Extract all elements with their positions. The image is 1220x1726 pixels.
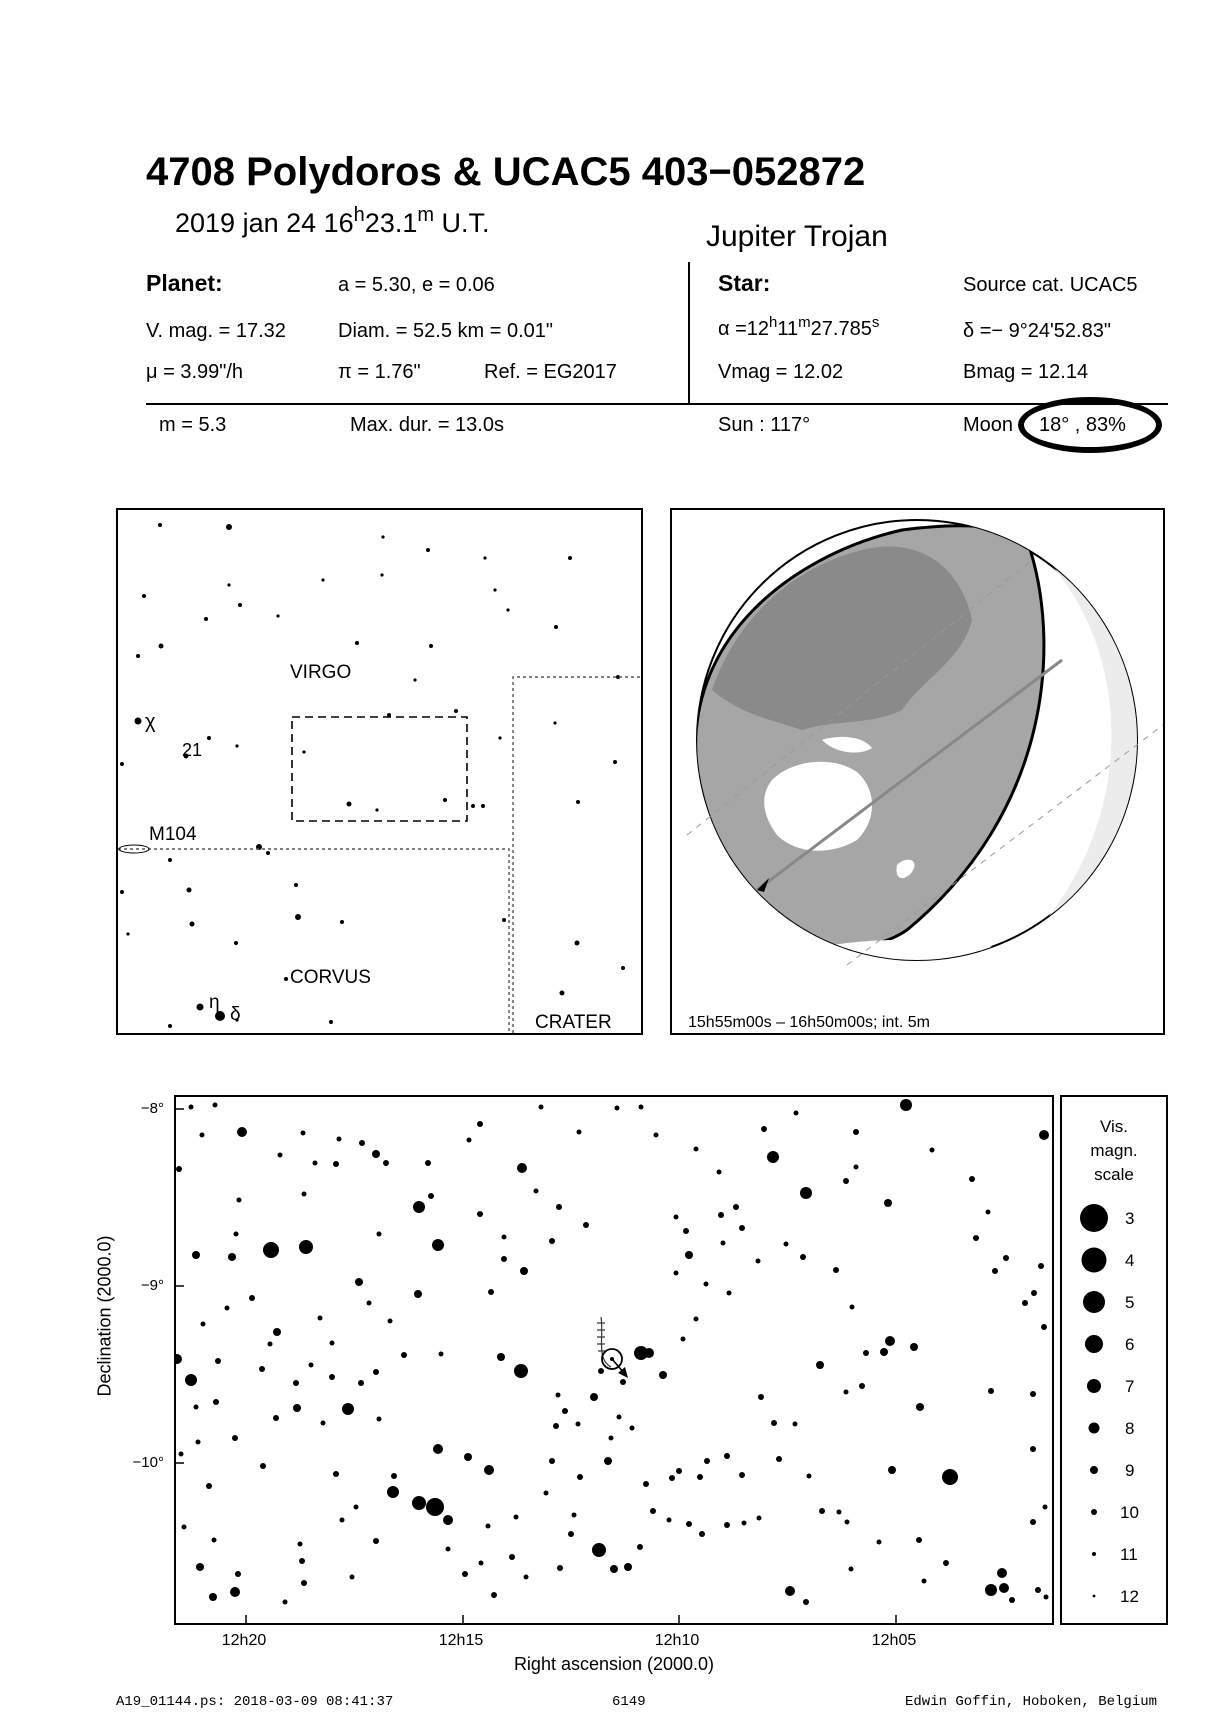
field-star bbox=[189, 1105, 194, 1110]
field-star bbox=[196, 1563, 204, 1571]
field-star bbox=[674, 1215, 679, 1220]
field-star bbox=[604, 1457, 612, 1465]
object-label-m104: M104 bbox=[149, 824, 197, 845]
chart-ylabel: Declination (2000.0) bbox=[94, 1235, 114, 1397]
greek-label-delta: δ bbox=[230, 1004, 241, 1025]
field-star bbox=[1030, 1446, 1036, 1452]
field-star bbox=[863, 1350, 869, 1356]
field-star bbox=[771, 1420, 777, 1426]
field-star bbox=[556, 1393, 561, 1398]
field-star bbox=[517, 1163, 527, 1173]
scale-mag-8: 8 bbox=[1125, 1419, 1135, 1438]
magnitude-scale bbox=[1060, 1095, 1168, 1625]
field-star bbox=[916, 1537, 922, 1543]
field-star bbox=[388, 1319, 393, 1324]
field-star bbox=[1030, 1519, 1036, 1525]
const-label-virgo: VIRGO bbox=[290, 662, 352, 683]
field-star bbox=[724, 1522, 730, 1528]
field-star bbox=[639, 1105, 644, 1110]
field-star bbox=[194, 1405, 199, 1410]
finder-svg bbox=[118, 510, 641, 1033]
field-star bbox=[1009, 1597, 1015, 1603]
field-star bbox=[1003, 1255, 1009, 1261]
field-star bbox=[686, 1521, 692, 1527]
field-star bbox=[669, 1475, 675, 1481]
field-star bbox=[298, 1542, 303, 1547]
field-star bbox=[644, 1348, 654, 1358]
circ-moon-label: Moon bbox=[963, 414, 1014, 436]
field-star bbox=[794, 1111, 799, 1116]
field-star bbox=[620, 1379, 626, 1385]
scale-mag-6: 6 bbox=[1125, 1335, 1135, 1354]
field-star bbox=[900, 1099, 912, 1111]
field-star bbox=[859, 1383, 865, 1389]
field-star bbox=[988, 1388, 994, 1394]
field-star bbox=[724, 1453, 730, 1459]
footer-author: Edwin Goffin, Hoboken, Belgium bbox=[905, 1694, 1158, 1710]
scale-dots bbox=[1080, 1204, 1108, 1597]
field-star bbox=[333, 1471, 339, 1477]
field-star bbox=[502, 1235, 507, 1240]
field-star bbox=[425, 1160, 431, 1166]
field-star bbox=[624, 1563, 632, 1571]
field-star bbox=[283, 1600, 288, 1605]
star-bmag: Bmag = 12.14 bbox=[963, 361, 1089, 383]
field-star bbox=[572, 1513, 577, 1518]
field-star bbox=[843, 1178, 849, 1184]
field-star bbox=[784, 1242, 789, 1247]
scale-mag-10: 10 bbox=[1120, 1503, 1139, 1522]
field-star bbox=[230, 1587, 240, 1597]
field-star bbox=[885, 1336, 895, 1346]
field-star bbox=[930, 1148, 935, 1153]
field-star bbox=[986, 1210, 991, 1215]
field-star bbox=[681, 1337, 686, 1342]
field-star bbox=[373, 1369, 379, 1375]
field-star bbox=[329, 1374, 335, 1380]
field-star bbox=[215, 1358, 221, 1364]
field-star bbox=[884, 1199, 892, 1207]
field-star bbox=[212, 1538, 217, 1543]
field-star bbox=[742, 1521, 747, 1526]
field-star bbox=[556, 1204, 562, 1210]
field-star bbox=[209, 1593, 217, 1601]
field-star bbox=[992, 1268, 998, 1274]
scale-mag-9: 9 bbox=[1125, 1461, 1135, 1480]
field-star bbox=[179, 1452, 184, 1457]
page-title: 4708 Polydoros & UCAC5 403−052872 bbox=[146, 150, 866, 194]
field-star bbox=[321, 1421, 326, 1426]
field-star bbox=[200, 1133, 205, 1138]
constellation-boundaries bbox=[118, 677, 641, 1033]
field-star bbox=[617, 1415, 622, 1420]
star-vmag: Vmag = 12.02 bbox=[718, 361, 844, 383]
field-star bbox=[309, 1363, 314, 1368]
star-field bbox=[176, 1099, 1049, 1605]
field-star bbox=[757, 1516, 762, 1521]
planet-ref: Ref. = EG2017 bbox=[484, 361, 617, 383]
circ-moon-value: 18° , 83% bbox=[1039, 414, 1126, 436]
field-star bbox=[467, 1138, 472, 1143]
field-star bbox=[318, 1316, 323, 1321]
ytick-marks bbox=[176, 1109, 184, 1463]
field-star bbox=[727, 1291, 732, 1296]
field-star bbox=[683, 1228, 689, 1234]
field-star bbox=[610, 1565, 618, 1573]
field-star bbox=[387, 1486, 399, 1498]
scale-svg bbox=[1062, 1097, 1166, 1623]
field-star bbox=[273, 1415, 279, 1421]
event-date: 2019 jan 24 16$^h$23.1$^m$ U.T. bbox=[175, 204, 490, 238]
field-star bbox=[576, 1422, 581, 1427]
field-star bbox=[674, 1271, 679, 1276]
field-star bbox=[694, 1147, 699, 1152]
field-star bbox=[176, 1354, 182, 1364]
field-star bbox=[232, 1435, 238, 1441]
field-star bbox=[206, 1483, 212, 1489]
field-star bbox=[800, 1187, 812, 1199]
table-divider-vertical bbox=[688, 262, 690, 404]
chart-xlabel: Right ascension (2000.0) bbox=[513, 1654, 715, 1674]
field-star bbox=[676, 1468, 682, 1474]
field-star bbox=[910, 1343, 918, 1351]
field-star bbox=[598, 1368, 604, 1374]
field-star bbox=[592, 1543, 606, 1557]
field-star bbox=[756, 1259, 761, 1264]
greek-label-chi: χ bbox=[145, 711, 156, 733]
field-star bbox=[373, 1538, 379, 1544]
field-star bbox=[333, 1161, 339, 1167]
field-star bbox=[260, 1463, 266, 1469]
field-star bbox=[637, 1544, 643, 1550]
field-star bbox=[330, 1341, 335, 1346]
australia-shape bbox=[764, 762, 872, 851]
field-star bbox=[721, 1241, 726, 1246]
field-star bbox=[228, 1253, 236, 1261]
field-star bbox=[837, 1510, 842, 1515]
scale-mag-12: 12 bbox=[1120, 1587, 1139, 1606]
star-label: Star: bbox=[718, 270, 771, 296]
field-star bbox=[718, 1212, 724, 1218]
field-star bbox=[477, 1211, 483, 1217]
field-star bbox=[943, 1560, 949, 1566]
finder-stars bbox=[120, 523, 625, 1028]
scale-labels bbox=[1120, 1209, 1139, 1606]
footer-number: 6149 bbox=[612, 1694, 646, 1710]
field-star bbox=[484, 1465, 494, 1475]
field-star bbox=[544, 1491, 549, 1496]
field-star bbox=[793, 1422, 798, 1427]
field-star bbox=[213, 1399, 219, 1405]
planet-orbit: a = 5.30, e = 0.06 bbox=[338, 274, 495, 296]
field-star bbox=[514, 1364, 528, 1378]
field-star bbox=[807, 1474, 812, 1479]
earth-map-caption: 15h55m00s – 16h50m00s; int. 5m bbox=[688, 1014, 930, 1031]
scale-mag-7: 7 bbox=[1125, 1377, 1135, 1396]
field-star bbox=[426, 1498, 444, 1516]
field-star bbox=[568, 1531, 574, 1537]
object-label-21: 21 bbox=[182, 740, 203, 760]
field-star bbox=[534, 1189, 539, 1194]
field-star bbox=[761, 1126, 767, 1132]
field-star bbox=[443, 1515, 453, 1525]
field-star bbox=[833, 1267, 839, 1273]
field-star bbox=[278, 1153, 283, 1158]
field-star bbox=[302, 1192, 307, 1197]
asteroid-track bbox=[597, 1317, 611, 1367]
field-star bbox=[717, 1170, 722, 1175]
const-label-crater: CRATER bbox=[535, 1012, 612, 1033]
footer-file: A19_01144.ps: 2018-03-09 08:41:37 bbox=[116, 1694, 394, 1710]
field-star bbox=[524, 1575, 529, 1580]
field-star bbox=[539, 1105, 544, 1110]
field-star bbox=[383, 1160, 389, 1166]
field-star bbox=[428, 1193, 434, 1199]
field-star bbox=[249, 1295, 255, 1301]
field-star bbox=[630, 1426, 635, 1431]
field-star bbox=[213, 1103, 218, 1108]
star-dec: δ =− 9°24'52.83" bbox=[963, 320, 1111, 342]
xtick-12h20: 12h20 bbox=[221, 1632, 267, 1649]
finder-chart bbox=[116, 508, 643, 1035]
field-star bbox=[433, 1444, 443, 1454]
field-star bbox=[235, 1571, 241, 1577]
field-star bbox=[377, 1417, 382, 1422]
chart-ylabel-wrap bbox=[92, 1166, 117, 1466]
field-star bbox=[464, 1453, 472, 1461]
field-star bbox=[301, 1131, 306, 1136]
field-star bbox=[785, 1586, 795, 1596]
planet-type: Jupiter Trojan bbox=[706, 220, 888, 253]
field-star bbox=[414, 1290, 422, 1298]
star-ra: $\alpha =12^h11^m27.785^s$ bbox=[718, 314, 880, 340]
field-star bbox=[237, 1198, 242, 1203]
detail-svg bbox=[176, 1097, 1052, 1623]
field-star bbox=[358, 1380, 364, 1386]
field-star bbox=[491, 1592, 497, 1598]
field-star bbox=[577, 1130, 582, 1135]
planet-diam: Diam. = 52.5 km = 0.01" bbox=[338, 320, 553, 342]
greek-label-eta: η bbox=[209, 992, 220, 1013]
field-star bbox=[486, 1524, 491, 1529]
field-star bbox=[997, 1568, 1007, 1578]
field-star bbox=[549, 1238, 555, 1244]
field-star bbox=[549, 1458, 555, 1464]
field-star bbox=[643, 1481, 649, 1487]
field-star bbox=[888, 1466, 896, 1474]
field-star bbox=[372, 1150, 380, 1158]
field-star bbox=[263, 1242, 279, 1258]
field-star bbox=[337, 1137, 342, 1142]
field-star bbox=[176, 1166, 182, 1172]
field-star bbox=[1031, 1290, 1037, 1296]
field-star bbox=[234, 1232, 239, 1237]
field-star bbox=[562, 1408, 568, 1414]
field-star bbox=[354, 1505, 359, 1510]
field-star bbox=[192, 1251, 200, 1259]
field-star bbox=[973, 1235, 979, 1241]
scale-mag-5: 5 bbox=[1125, 1293, 1135, 1312]
ytick-10: −10° bbox=[132, 1454, 164, 1471]
field-star bbox=[377, 1232, 382, 1237]
field-star bbox=[776, 1456, 782, 1462]
field-star bbox=[342, 1403, 354, 1415]
field-star bbox=[1043, 1505, 1048, 1510]
field-star bbox=[196, 1440, 201, 1445]
field-star bbox=[609, 1436, 614, 1441]
scale-title: Vis. magn. scale bbox=[1090, 1117, 1138, 1184]
field-star bbox=[816, 1361, 824, 1369]
field-star bbox=[340, 1518, 345, 1523]
detail-star-chart bbox=[174, 1095, 1054, 1625]
ytick-8: −8° bbox=[140, 1100, 164, 1117]
field-star bbox=[733, 1204, 739, 1210]
field-star bbox=[667, 1518, 672, 1523]
field-star bbox=[201, 1322, 206, 1327]
field-star bbox=[739, 1225, 745, 1231]
planet-label: Planet: bbox=[146, 270, 223, 296]
field-star bbox=[685, 1251, 693, 1259]
field-star bbox=[819, 1508, 825, 1514]
field-star bbox=[650, 1508, 656, 1514]
field-star bbox=[767, 1151, 779, 1163]
circ-sun: Sun : 117° bbox=[718, 414, 811, 436]
field-star bbox=[758, 1394, 764, 1400]
field-star bbox=[583, 1222, 589, 1228]
const-label-corvus: CORVUS bbox=[290, 967, 371, 988]
table-divider-horizontal bbox=[146, 403, 1168, 405]
field-star bbox=[615, 1106, 620, 1111]
field-star bbox=[1022, 1300, 1028, 1306]
field-of-view-rect bbox=[292, 717, 467, 821]
field-star bbox=[922, 1579, 927, 1584]
field-star bbox=[880, 1348, 888, 1356]
field-star bbox=[259, 1366, 265, 1372]
field-star bbox=[577, 1474, 583, 1480]
field-star bbox=[1038, 1263, 1044, 1269]
field-star bbox=[497, 1353, 505, 1361]
field-star bbox=[185, 1374, 197, 1386]
field-star bbox=[850, 1305, 855, 1310]
field-star bbox=[488, 1289, 494, 1295]
field-star bbox=[514, 1515, 519, 1520]
field-star bbox=[359, 1140, 365, 1146]
field-star bbox=[1030, 1391, 1036, 1397]
circ-maxdur: Max. dur. = 13.0s bbox=[350, 414, 504, 436]
field-star bbox=[225, 1306, 230, 1311]
planet-parallax: π = 1.76" bbox=[338, 361, 421, 383]
field-star bbox=[844, 1390, 849, 1395]
planet-vmag: V. mag. = 17.32 bbox=[146, 320, 286, 342]
field-star bbox=[501, 1256, 507, 1262]
field-star bbox=[697, 1474, 703, 1480]
field-star bbox=[355, 1278, 363, 1286]
earth-map-panel bbox=[670, 508, 1165, 1035]
scale-mag-3: 3 bbox=[1125, 1209, 1135, 1228]
field-star bbox=[509, 1554, 515, 1560]
scale-mag-11: 11 bbox=[1120, 1545, 1138, 1564]
field-star bbox=[659, 1371, 667, 1379]
field-star bbox=[1044, 1595, 1049, 1600]
xtick-12h15: 12h15 bbox=[438, 1632, 484, 1649]
field-star bbox=[299, 1558, 305, 1564]
field-star bbox=[479, 1561, 484, 1566]
field-star bbox=[557, 1565, 563, 1571]
field-star bbox=[1035, 1587, 1041, 1593]
field-star bbox=[412, 1496, 426, 1510]
field-star bbox=[969, 1176, 975, 1182]
field-star bbox=[845, 1520, 850, 1525]
xtick-12h10: 12h10 bbox=[654, 1632, 700, 1649]
field-star bbox=[268, 1342, 273, 1347]
field-star bbox=[462, 1571, 468, 1577]
field-star bbox=[237, 1127, 247, 1137]
planet-mu: μ = 3.99"/h bbox=[146, 361, 244, 383]
xtick-marks bbox=[246, 1615, 896, 1623]
field-star bbox=[854, 1165, 859, 1170]
field-star bbox=[999, 1583, 1009, 1593]
field-star bbox=[590, 1393, 598, 1401]
field-star bbox=[916, 1403, 924, 1411]
ytick-9: −9° bbox=[140, 1277, 164, 1294]
field-star bbox=[520, 1267, 528, 1275]
field-star bbox=[439, 1352, 444, 1357]
field-star bbox=[694, 1317, 699, 1322]
field-star bbox=[704, 1458, 710, 1464]
field-star bbox=[1041, 1324, 1047, 1330]
field-star bbox=[853, 1129, 859, 1135]
field-star bbox=[1039, 1130, 1049, 1140]
field-star bbox=[699, 1531, 705, 1537]
field-star bbox=[800, 1254, 806, 1260]
moon-highlight-ellipse bbox=[1018, 397, 1162, 453]
scale-mag-4: 4 bbox=[1125, 1251, 1135, 1270]
field-star bbox=[739, 1472, 745, 1478]
field-star bbox=[985, 1584, 997, 1596]
field-star bbox=[299, 1240, 313, 1254]
field-star bbox=[446, 1547, 451, 1552]
field-star bbox=[849, 1567, 854, 1572]
circ-m: m = 5.3 bbox=[159, 414, 227, 436]
field-star bbox=[293, 1404, 301, 1412]
star-source: Source cat. UCAC5 bbox=[963, 274, 1138, 296]
field-star bbox=[350, 1575, 355, 1580]
field-star bbox=[367, 1301, 372, 1306]
xtick-12h05: 12h05 bbox=[871, 1632, 917, 1649]
field-star bbox=[942, 1469, 958, 1485]
field-star bbox=[654, 1133, 659, 1138]
field-star bbox=[432, 1239, 444, 1251]
field-star bbox=[301, 1580, 307, 1586]
field-star bbox=[553, 1423, 559, 1429]
field-star bbox=[477, 1121, 483, 1127]
field-star bbox=[401, 1352, 407, 1358]
field-star bbox=[293, 1380, 299, 1386]
field-star bbox=[273, 1328, 281, 1336]
field-star bbox=[413, 1201, 425, 1213]
field-star bbox=[803, 1599, 809, 1605]
earth-map-svg bbox=[672, 510, 1163, 1033]
field-star bbox=[704, 1282, 709, 1287]
field-star bbox=[391, 1473, 397, 1479]
field-star bbox=[182, 1525, 187, 1530]
field-star bbox=[313, 1161, 318, 1166]
field-star bbox=[877, 1540, 882, 1545]
